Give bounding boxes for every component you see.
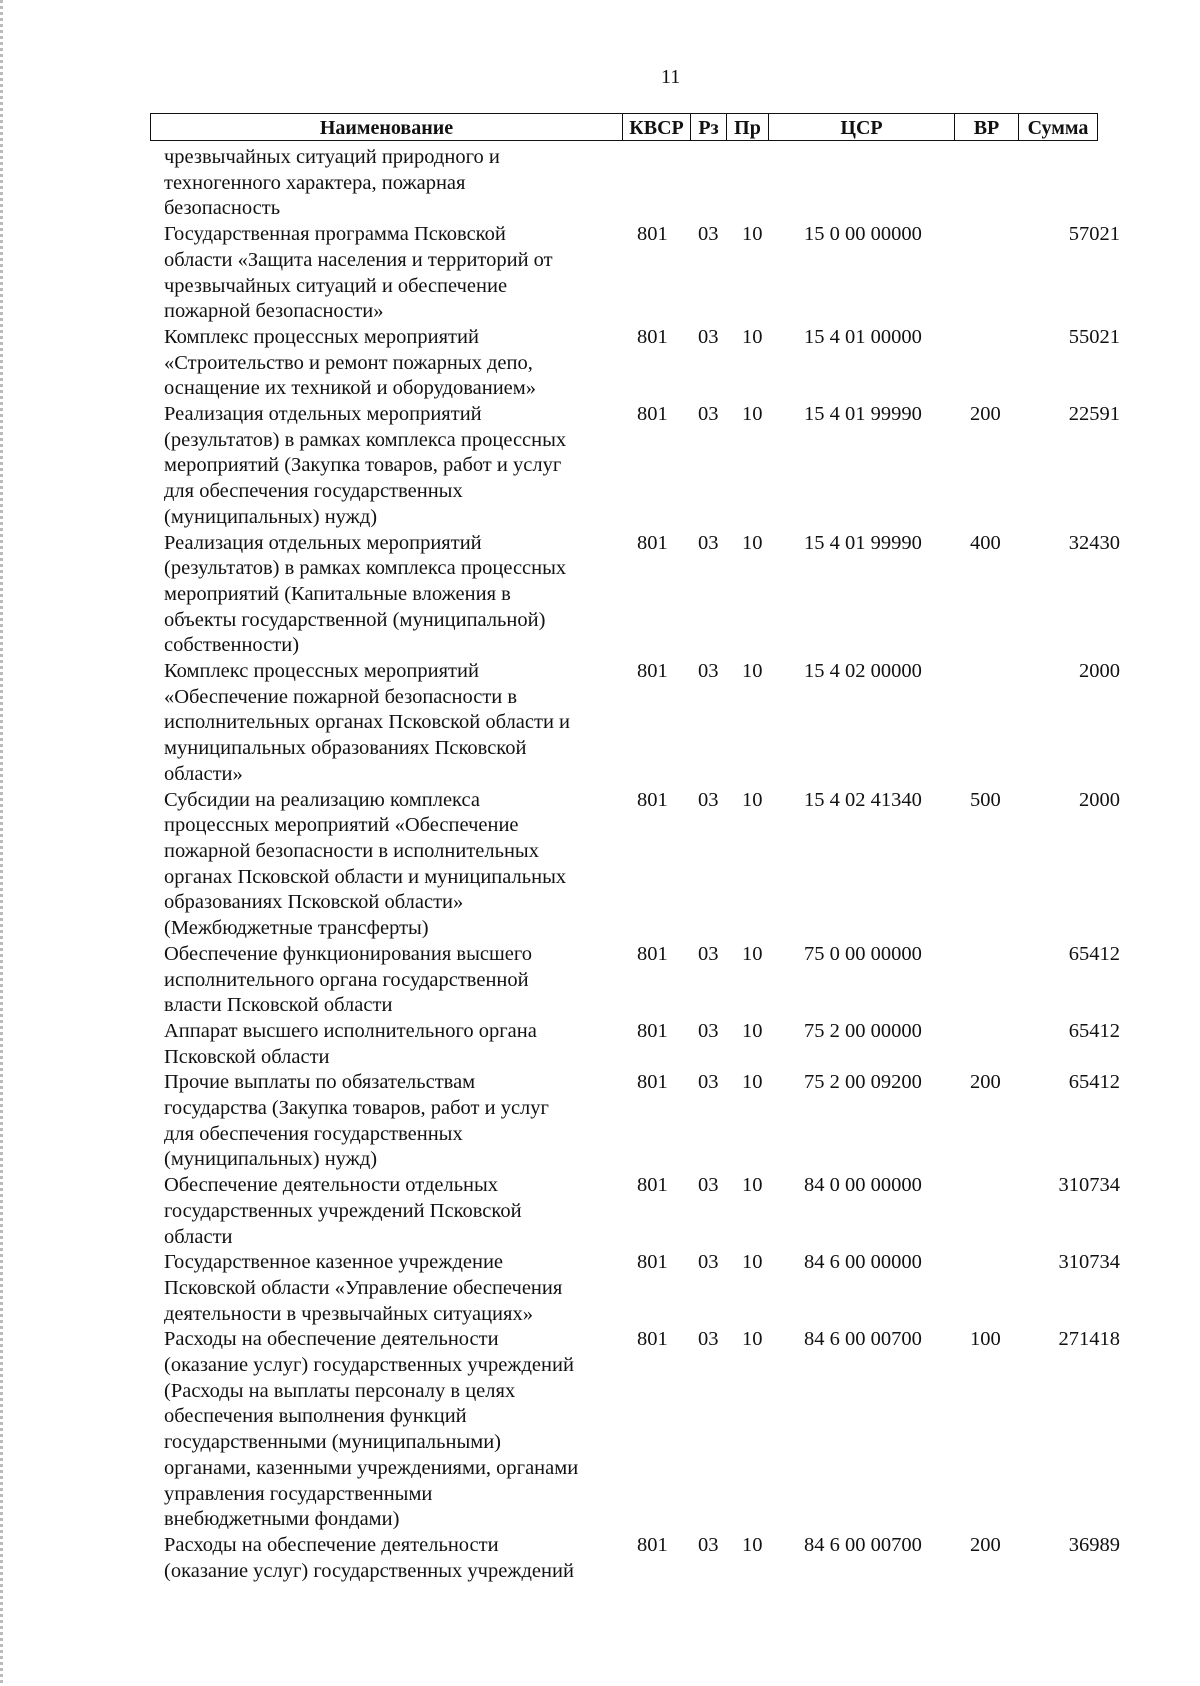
- row-name-line: государственных учреждений Псковской: [164, 1199, 522, 1222]
- row-vr: 400: [970, 531, 1001, 554]
- table-row: [0, 1070, 1200, 1173]
- row-name-line: мероприятий (Капитальные вложения в: [164, 582, 511, 605]
- row-pr: 10: [742, 325, 763, 348]
- row-name-line: (оказание услуг) государственных учреждений: [164, 1354, 574, 1377]
- row-vr: 100: [970, 1328, 1001, 1351]
- row-name: [164, 1070, 604, 1173]
- row-csr: 15 0 00 00000: [804, 223, 922, 246]
- table-row: [0, 145, 1200, 222]
- row-name-line: Реализация отдельных мероприятий: [164, 403, 482, 426]
- table-row: [0, 1533, 1200, 1584]
- row-pr: 10: [742, 403, 763, 426]
- row-name-line: муниципальных образованиях Псковской: [164, 737, 527, 760]
- row-name-line: пожарной безопасности в исполнительных: [164, 839, 539, 862]
- row-name-line: (результатов) в рамках комплекса процессных: [164, 557, 567, 580]
- row-pr: 10: [742, 1071, 763, 1094]
- row-name: [164, 1173, 604, 1250]
- row-rz: 03: [698, 1328, 719, 1351]
- row-sum: 65412: [1068, 1019, 1120, 1042]
- row-kvsr: 801: [637, 403, 668, 426]
- row-name-line: (Расходы на выплаты персоналу в целях: [164, 1379, 516, 1402]
- row-name-line: внебюджетными фондами): [164, 1508, 400, 1531]
- row-name-line: техногенного характера, пожарная: [164, 171, 466, 194]
- header-rz: Рз: [691, 114, 727, 140]
- row-pr: 10: [742, 223, 763, 246]
- row-name-line: государства (Закупка товаров, работ и услуг: [164, 1097, 549, 1120]
- row-rz: 03: [698, 325, 719, 348]
- row-name-line: Расходы на обеспечение деятельности: [164, 1533, 499, 1556]
- row-name: [164, 659, 604, 788]
- row-name-line: Субсидии на реализацию комплекса: [164, 788, 480, 811]
- row-sum: 310734: [1058, 1251, 1120, 1274]
- row-vr: 200: [970, 1071, 1001, 1094]
- row-name: [164, 1533, 604, 1584]
- page-number-area: [0, 66, 1200, 96]
- row-sum: 310734: [1058, 1174, 1120, 1197]
- row-name-line: (результатов) в рамках комплекса процессных: [164, 428, 567, 451]
- row-name-line: области: [164, 1225, 233, 1248]
- table-row: [0, 942, 1200, 1019]
- page-number: 11: [661, 66, 681, 88]
- row-rz: 03: [698, 223, 719, 246]
- row-rz: 03: [698, 1071, 719, 1094]
- row-sum: 65412: [1068, 942, 1120, 965]
- row-csr: 75 0 00 00000: [804, 942, 922, 965]
- header-name: Наименование: [151, 114, 623, 140]
- row-csr: 15 4 01 00000: [804, 325, 922, 348]
- row-kvsr: 801: [637, 788, 668, 811]
- row-pr: 10: [742, 1533, 763, 1556]
- table-header: [150, 113, 1098, 141]
- header-sum: Сумма: [1027, 117, 1089, 139]
- row-name-line: пожарной безопасности»: [164, 300, 384, 323]
- table-row: [0, 788, 1200, 942]
- row-name-line: исполнительных органах Псковской области и: [164, 711, 571, 734]
- row-kvsr: 801: [637, 1251, 668, 1274]
- row-name-line: органами, казенными учреждениями, органами: [164, 1456, 579, 1479]
- row-name-line: Комплекс процессных мероприятий: [164, 660, 479, 683]
- row-pr: 10: [742, 531, 763, 554]
- row-name-line: процессных мероприятий «Обеспечение: [164, 814, 519, 837]
- row-name-line: (муниципальных) нужд): [164, 505, 378, 528]
- row-name: [164, 942, 604, 1019]
- row-csr: 84 6 00 00700: [804, 1533, 922, 1556]
- row-sum: 271418: [1058, 1328, 1120, 1351]
- row-kvsr: 801: [637, 1174, 668, 1197]
- row-pr: 10: [742, 942, 763, 965]
- row-name-line: Реализация отдельных мероприятий: [164, 531, 482, 554]
- row-name: [164, 531, 604, 660]
- row-csr: 84 6 00 00000: [804, 1251, 922, 1274]
- row-name: [164, 1019, 604, 1070]
- row-name-line: государственными (муниципальными): [164, 1431, 501, 1454]
- row-sum: 57021: [1068, 223, 1120, 246]
- row-name-line: собственности): [164, 634, 300, 657]
- row-kvsr: 801: [637, 223, 668, 246]
- table-row: [0, 402, 1200, 531]
- header-csr: ЦСР: [769, 114, 955, 140]
- row-name: [164, 222, 604, 325]
- row-sum: 2000: [1079, 788, 1120, 811]
- row-name-line: объекты государственной (муниципальной): [164, 608, 546, 631]
- header-pr: Пр: [727, 114, 769, 140]
- row-csr: 84 6 00 00700: [804, 1328, 922, 1351]
- row-name-line: (муниципальных) нужд): [164, 1148, 378, 1171]
- row-rz: 03: [698, 942, 719, 965]
- header-vr: ВР: [955, 114, 1019, 140]
- row-rz: 03: [698, 531, 719, 554]
- row-name-line: органах Псковской области и муниципальных: [164, 865, 567, 888]
- row-name-line: Комплекс процессных мероприятий: [164, 325, 479, 348]
- row-sum: 55021: [1068, 325, 1120, 348]
- row-name-line: Государственная программа Псковской: [164, 223, 506, 246]
- row-kvsr: 801: [637, 1019, 668, 1042]
- row-name-line: обеспечения выполнения функций: [164, 1405, 467, 1428]
- row-name-line: оснащение их техникой и оборудованием»: [164, 377, 536, 400]
- row-csr: 15 4 01 99990: [804, 403, 922, 426]
- row-rz: 03: [698, 788, 719, 811]
- row-kvsr: 801: [637, 1533, 668, 1556]
- row-vr: 200: [970, 1533, 1001, 1556]
- row-rz: 03: [698, 1251, 719, 1274]
- row-name-line: «Обеспечение пожарной безопасности в: [164, 685, 518, 708]
- row-name-line: Обеспечение функционирования высшего: [164, 942, 532, 965]
- row-name-line: Псковской области «Управление обеспечения: [164, 1276, 563, 1299]
- row-name-line: управления государственными: [164, 1482, 433, 1505]
- table-row: [0, 659, 1200, 788]
- row-kvsr: 801: [637, 942, 668, 965]
- row-name-line: «Строительство и ремонт пожарных депо,: [164, 351, 533, 374]
- row-sum: 32430: [1068, 531, 1120, 554]
- table-row: [0, 531, 1200, 660]
- row-name-line: чрезвычайных ситуаций природного и: [164, 146, 500, 168]
- row-sum: 36989: [1068, 1533, 1120, 1556]
- row-pr: 10: [742, 788, 763, 811]
- row-name-line: для обеспечения государственных: [164, 1122, 463, 1145]
- row-rz: 03: [698, 403, 719, 426]
- row-name: [164, 1250, 604, 1327]
- table-row: [0, 222, 1200, 325]
- row-name-line: чрезвычайных ситуаций и обеспечение: [164, 274, 508, 297]
- row-name-line: Прочие выплаты по обязательствам: [164, 1071, 476, 1094]
- row-csr: 75 2 00 09200: [804, 1071, 922, 1094]
- row-rz: 03: [698, 1533, 719, 1556]
- row-csr: 15 4 01 99990: [804, 531, 922, 554]
- row-name: [164, 145, 604, 222]
- header-kvsr: КВСР: [623, 114, 691, 140]
- row-csr: 84 0 00 00000: [804, 1174, 922, 1197]
- row-kvsr: 801: [637, 325, 668, 348]
- table-body: [0, 145, 1200, 1584]
- row-kvsr: 801: [637, 1071, 668, 1094]
- row-name-line: мероприятий (Закупка товаров, работ и услуг: [164, 454, 562, 477]
- row-kvsr: 801: [637, 1328, 668, 1351]
- row-rz: 03: [698, 1174, 719, 1197]
- table-row: [0, 1019, 1200, 1070]
- row-sum: 2000: [1079, 660, 1120, 683]
- row-pr: 10: [742, 1328, 763, 1351]
- row-vr: 200: [970, 403, 1001, 426]
- row-name-line: образованиях Псковской области»: [164, 891, 464, 914]
- row-name-line: области «Защита населения и территорий от: [164, 248, 553, 271]
- table-row: [0, 1327, 1200, 1533]
- table-row: [0, 1173, 1200, 1250]
- row-csr: 15 4 02 41340: [804, 788, 922, 811]
- row-csr: 75 2 00 00000: [804, 1019, 922, 1042]
- row-name: [164, 788, 604, 942]
- row-name-line: Аппарат высшего исполнительного органа: [164, 1019, 537, 1042]
- row-pr: 10: [742, 1251, 763, 1274]
- row-name-line: Обеспечение деятельности отдельных: [164, 1174, 499, 1197]
- row-name-line: Расходы на обеспечение деятельности: [164, 1328, 499, 1351]
- row-sum: 65412: [1068, 1071, 1120, 1094]
- row-name-line: Государственное казенное учреждение: [164, 1251, 504, 1274]
- row-vr: 500: [970, 788, 1001, 811]
- row-name-line: исполнительного органа государственной: [164, 968, 529, 991]
- row-name-line: Псковской области: [164, 1045, 330, 1068]
- row-pr: 10: [742, 660, 763, 683]
- row-name: [164, 1327, 604, 1533]
- row-name-line: безопасность: [164, 197, 281, 220]
- row-kvsr: 801: [637, 531, 668, 554]
- row-rz: 03: [698, 660, 719, 683]
- row-sum: 22591: [1068, 403, 1120, 426]
- row-name-line: (оказание услуг) государственных учреждений: [164, 1559, 574, 1582]
- row-pr: 10: [742, 1019, 763, 1042]
- row-name: [164, 402, 604, 531]
- row-name-line: области»: [164, 762, 243, 785]
- row-pr: 10: [742, 1174, 763, 1197]
- row-name: [164, 325, 604, 402]
- row-name-line: власти Псковской области: [164, 994, 393, 1017]
- table-row: [0, 1250, 1200, 1327]
- row-csr: 15 4 02 00000: [804, 660, 922, 683]
- row-name-line: деятельности в чрезвычайных ситуациях»: [164, 1302, 533, 1325]
- table-row: [0, 325, 1200, 402]
- row-kvsr: 801: [637, 660, 668, 683]
- row-rz: 03: [698, 1019, 719, 1042]
- row-name-line: для обеспечения государственных: [164, 480, 463, 503]
- row-name-line: (Межбюджетные трансферты): [164, 917, 429, 940]
